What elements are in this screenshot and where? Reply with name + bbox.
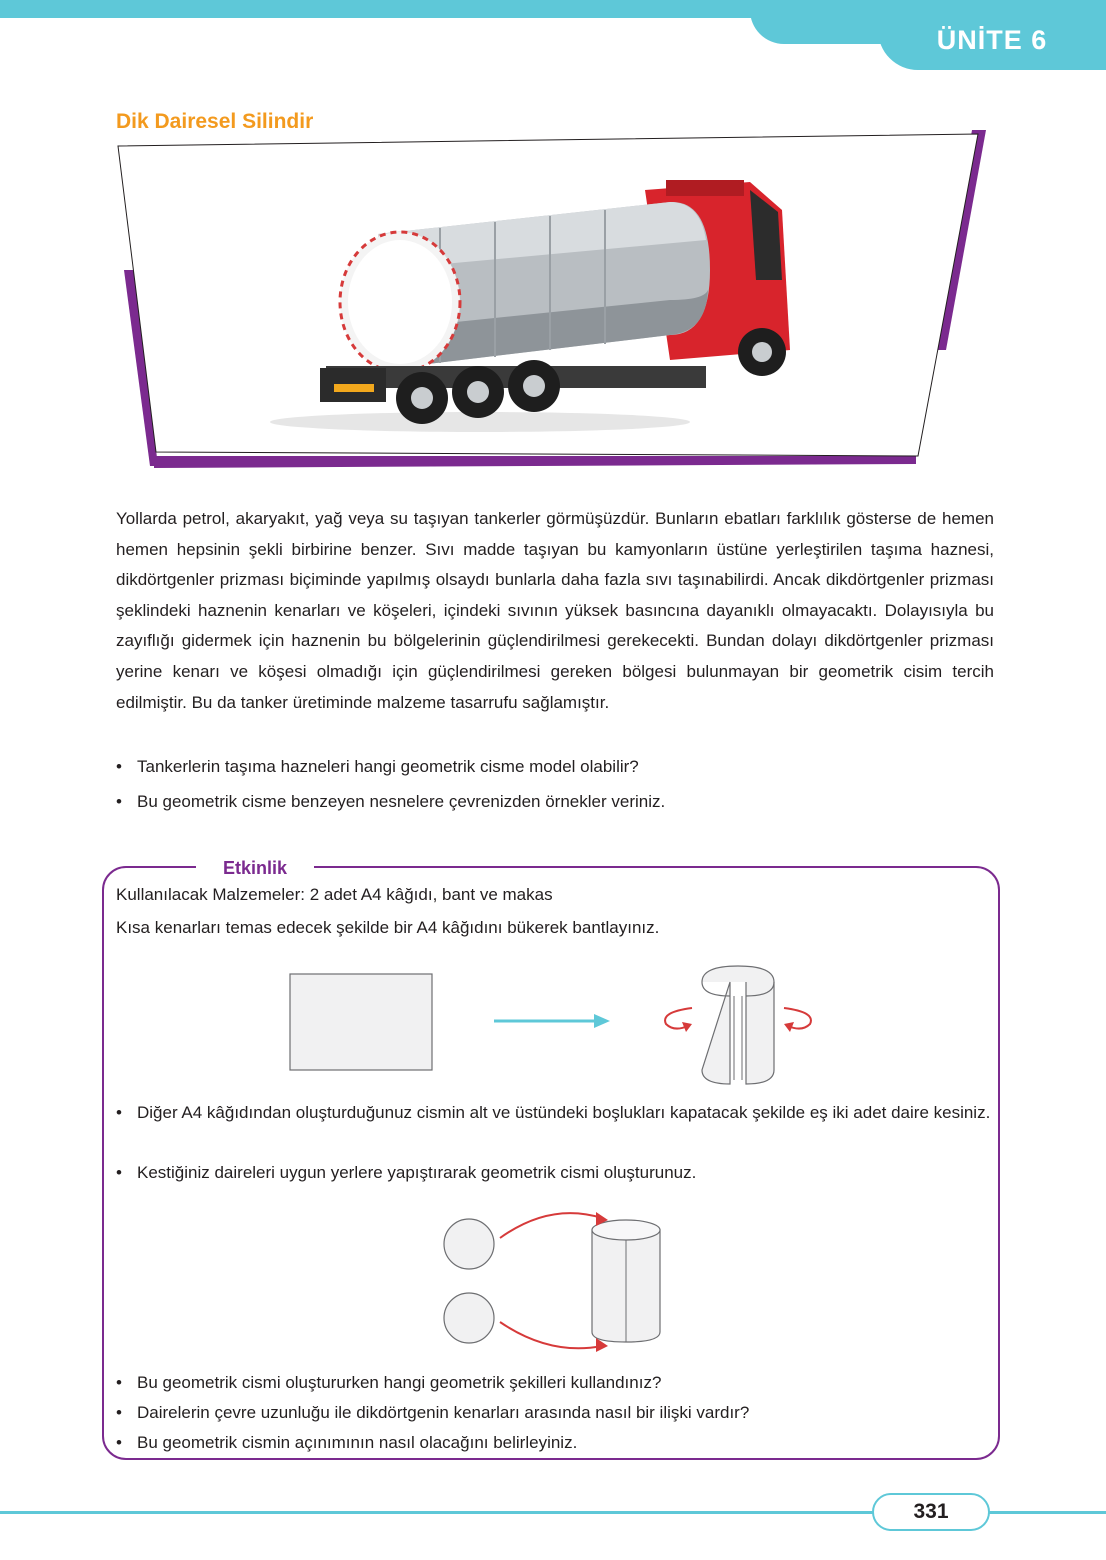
- activity-question-text: Bu geometrik cismi oluştururken hangi geometrik şekilleri kullandınız?: [137, 1373, 662, 1392]
- activity-label: Etkinlik: [222, 858, 288, 878]
- top-circle: [444, 1219, 494, 1269]
- bullet-dot: •: [116, 1163, 122, 1182]
- activity-step: [116, 1158, 994, 1187]
- intro-question: [116, 787, 994, 816]
- paper-rolling-diagram: [280, 960, 840, 1090]
- activity-question-text: Dairelerin çevre uzunluğu ile dikdörtgenin kenarları arasında nasıl bir ilişki vardır?: [137, 1403, 750, 1422]
- bullet-dot: •: [116, 1433, 122, 1452]
- intro-question: [116, 752, 994, 781]
- bottom-circle: [444, 1293, 494, 1343]
- activity-question: [116, 1368, 994, 1397]
- bullet-dot: •: [116, 792, 122, 811]
- intro-question-text: Bu geometrik cisme benzeyen nesnelere çevrenizden örnekler veriniz.: [137, 792, 666, 811]
- activity-step-text: Diğer A4 kâğıdından oluşturduğunuz cismin alt ve üstündeki boşlukları kapatacak şekilde eş iki adet daire kesiniz.: [137, 1103, 991, 1122]
- activity-step: [116, 1098, 994, 1127]
- intro-paragraph: Yollarda petrol, akaryakıt, yağ veya su taşıyan tankerler görmüşüzdür. Bunların ebatları farklılık gösterse de hemen hemen hepsinin şekli birbirine benzer. Sıvı madde taşıyan bu kamyonların üstüne yerleştirilen taşıma haznesi, dikdörtgenler prizması biçiminde yapılmış olsaydı bunlarla daha fazla sıvı taşınabilirdi. Ancak dikdörtgenler prizması şeklindeki haznenin kenarları ve köşeleri, içindeki sıvının yüksek basıncına dayanıklı olmayacaktı. Dolayısıyla bu zayıflığı gidermek için haznenin bu bölgelerinin güçlendirilmesi gerekecekti. Bundan dolayı dikdörtgenler prizması yerine kenarı ve köşesi olmadığı için güçlendirilmesi gereken bölgesi bulunmayan bir geometrik cisim tercih edilmiştir. Bu da tanker üretiminde malzeme tasarrufu sağlamıştır.: [116, 509, 994, 712]
- cylinder-assembly-diagram: [430, 1196, 690, 1366]
- activity-instruction: Kısa kenarları temas edecek şekilde bir A4 kâğıdını bükerek bantlayınız.: [116, 918, 660, 937]
- bullet-dot: •: [116, 1403, 122, 1422]
- frame-accent-bottom: [154, 456, 916, 468]
- activity-question: [116, 1428, 994, 1457]
- tanker-photo-frame: [110, 120, 1000, 500]
- activity-question: [116, 1398, 994, 1427]
- bullet-dot: •: [116, 757, 122, 776]
- bullet-dot: •: [116, 1103, 122, 1122]
- activity-step-text: Kestiğiniz daireleri uygun yerlere yapıştırarak geometrik cismi oluşturunuz.: [137, 1163, 697, 1182]
- curved-arrow-left-icon: [665, 1008, 692, 1032]
- section-title: Dik Dairesel Silindir: [116, 110, 314, 133]
- unit-label: ÜNİTE 6: [936, 25, 1048, 55]
- activity-materials: Kullanılacak Malzemeler: 2 adet A4 kâğıdı, bant ve makas: [116, 885, 553, 904]
- bullet-dot: •: [116, 1373, 122, 1392]
- page-number: 331: [913, 1500, 949, 1523]
- activity-question-text: Bu geometrik cismin açınımının nasıl olacağını belirleyiniz.: [137, 1433, 578, 1452]
- right-arrow-icon: [494, 1014, 610, 1028]
- a4-paper-rectangle: [290, 974, 432, 1070]
- cylinder-shape: [592, 1220, 660, 1342]
- rolled-paper-cylinder: [702, 966, 774, 1084]
- intro-question-text: Tankerlerin taşıma hazneleri hangi geometrik cisme model olabilir?: [137, 757, 639, 776]
- curved-arrow-right-icon: [784, 1008, 811, 1032]
